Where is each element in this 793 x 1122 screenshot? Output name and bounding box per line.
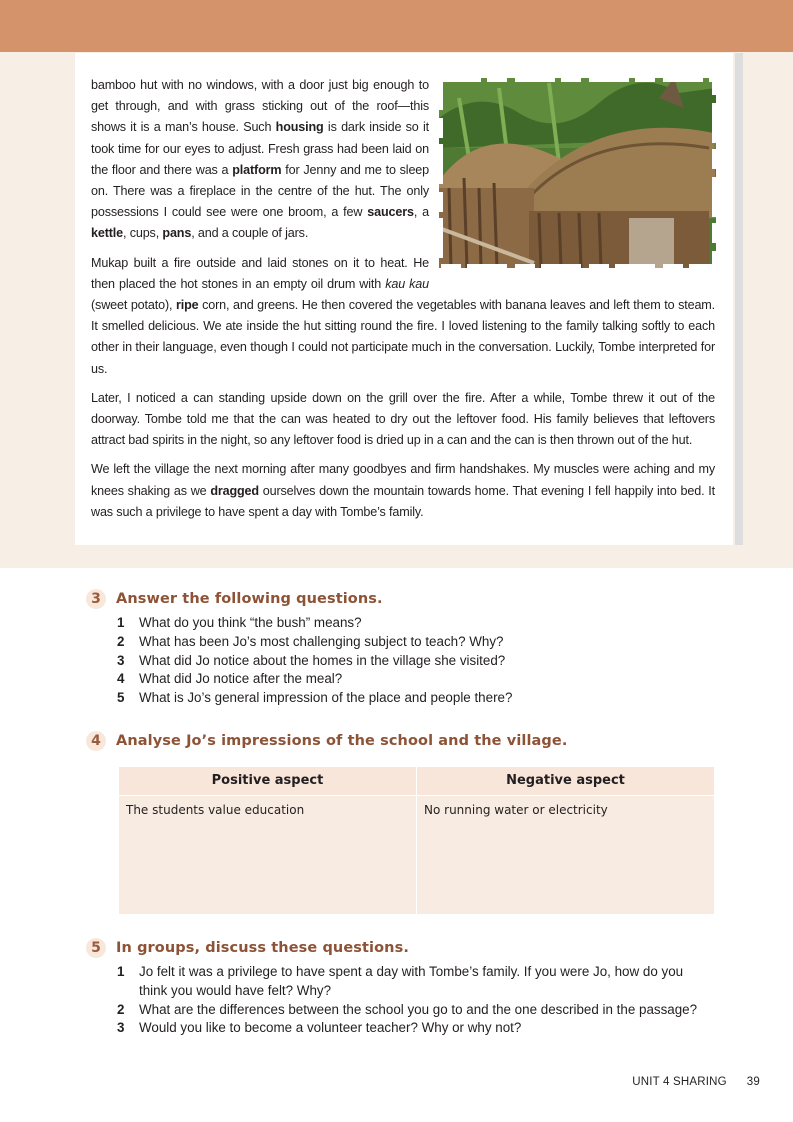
table-cell-negative[interactable]: No running water or electricity [417,796,714,914]
question-number: 4 [117,671,125,687]
vocabulary-word: ripe [175,298,199,313]
question-list [117,963,736,1038]
table-cell-positive[interactable]: The students value education [119,796,416,914]
header-band [0,0,793,52]
question-text: What did Jo notice about the homes in the village she visited? [139,652,506,668]
passage-text: (sweet potato), [91,298,176,313]
question-text: Jo felt it was a privilege to have spent a day with Tombe’s family. If you were Jo, how do you think you would have felt? Why? [139,964,684,998]
passage-text: bamboo hut with no windows, with a door just big enough to get through, and with grass sticking out of the roof—this shows it is a man’s house. Such [91,78,429,135]
question-item [117,1019,736,1038]
vocabulary-word: housing [275,120,324,135]
passage-text: , a [413,205,429,220]
impressions-table [119,767,714,915]
exercise-title: Answer the following questions. [116,591,383,607]
question-number: 3 [117,652,125,668]
question-item [117,614,736,633]
exercise-title: In groups, discuss these questions. [116,940,409,956]
passage-paragraph [91,388,715,452]
vocabulary-word: kettle [91,226,123,241]
vocabulary-word: dragged [210,483,259,498]
passage-text: for Jenny and me to sleep on. There was a fireplace in the centre of the hut. The only possessions I could see were one broom, a few [91,162,430,220]
passage-text: We left the village the next morning after many goodbyes and firm handshakes. My muscles were aching and my knees shaking as we [91,462,715,498]
question-item [117,652,736,671]
vocabulary-word: platform [232,162,282,177]
reading-scrollbar[interactable] [735,53,743,545]
question-item [117,689,736,708]
question-text: What has been Jo’s most challenging subject to teach? Why? [139,633,504,649]
exercise-title: Analyse Jo’s impressions of the school and the village. [116,733,568,749]
passage-text: Later, I noticed a can standing upside down on the grill over the fire. After a while, Tombe threw it out of the doorway. Tombe told me that the can was heated to dry out the leftover food. His family believes that leftovers attract bad spirits in the night, so any leftover food is dried up in a can and the can is then thrown out of the hut. [91,390,715,448]
exercise-number-badge: 4 [86,731,106,751]
question-number: 3 [117,1020,125,1036]
question-number: 1 [117,964,125,979]
vocabulary-word: pans [162,226,192,241]
passage-text: corn, and greens. He then covered the vegetables with banana leaves and left them to steam. It smelled delicious. We ate inside the hut sitting round the fire. I loved listening to the family talking softly to each other in their language, even though I could not participate much in the conversation. Luckily, Tombe interpreted for us. [91,298,715,376]
passage-paragraph [91,75,429,245]
exercise-number-badge: 5 [86,938,106,958]
question-text: What is Jo’s general impression of the place and people there? [139,690,513,706]
passage-paragraph [91,253,715,380]
reading-passage [91,75,715,531]
passage-text: is dark inside so it took time for our eyes to adjust. Fresh grass had been laid on the floor and there was a [91,120,429,177]
exercise-number-badge: 3 [86,589,106,609]
passage-text: Mukap built a fire outside and laid stones on it to heat. He then placed the hot stones in an empty oil drum with [91,255,429,291]
question-list [117,614,736,708]
vocabulary-word: saucers [367,205,414,220]
question-number: 2 [117,633,125,649]
page-footer [600,1076,760,1088]
question-text: What do you think “the bush” means? [139,615,362,630]
unit-label: UNIT 4 SHARING [632,1076,727,1088]
passage-text: , and a couple of jars. [191,226,309,241]
question-item [117,670,736,689]
exercise-5 [86,937,736,1038]
table-header-negative: Negative aspect [417,767,714,795]
question-number: 1 [117,615,125,630]
passage-text: , cups, [123,226,163,241]
foreign-term: kau kau [385,276,430,291]
question-item [117,1001,736,1020]
passage-paragraph [91,459,715,523]
question-text: Would you like to become a volunteer teacher? Why or why not? [139,1020,522,1036]
question-item [117,633,736,652]
question-text: What did Jo notice after the meal? [139,671,343,687]
question-item [117,963,736,1001]
question-number: 2 [117,1001,125,1017]
question-number: 5 [117,690,125,706]
page-number: 39 [746,1076,760,1088]
exercise-4 [86,730,736,752]
table-header-positive: Positive aspect [119,767,416,795]
question-text: What are the differences between the school you go to and the one described in the passage? [139,1001,698,1017]
exercise-3 [86,588,736,708]
passage-text: ourselves down the mountain towards home. That evening I fell happily into bed. It was such a privilege to have spent a day with Tombe’s family. [91,483,715,519]
image-float-spacer [429,253,715,293]
